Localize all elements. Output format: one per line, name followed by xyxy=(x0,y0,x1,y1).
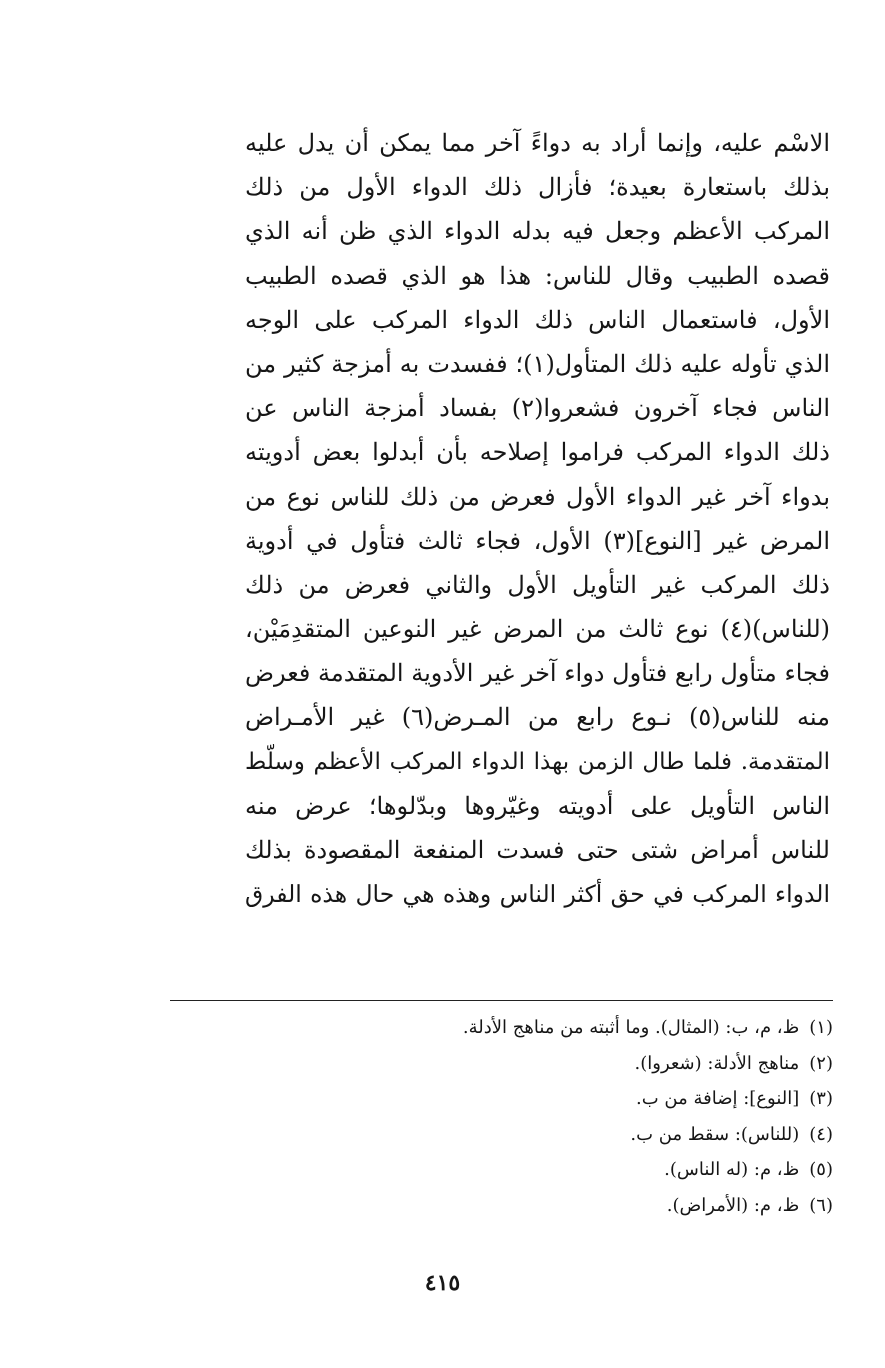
main-text xyxy=(245,121,830,916)
text-line: فجاء متأول رابع فتأول دواء آخر غير الأدوية المتقدمة فعرض xyxy=(245,659,830,688)
footnotes xyxy=(173,1010,833,1223)
footnote-number: (٥) xyxy=(809,1159,833,1180)
footnote-text: [النوع]: إضافة من ب. xyxy=(636,1088,800,1109)
footnote xyxy=(173,1188,833,1224)
footnote-number: (٢) xyxy=(809,1052,833,1074)
footnote-number: (٦) xyxy=(809,1194,833,1216)
footnote xyxy=(173,1117,833,1153)
text-line: قصده الطبيب وقال للناس: هذا هو الذي قصده الطبيب xyxy=(245,261,830,290)
text-line: الاسْم عليه، وإنما أراد به دواءً آخر مما يمكن أن يدل عليه xyxy=(245,129,830,157)
text-line: الدواء المركب في حق أكثر الناس وهذه هي حال هذه الفرق xyxy=(245,880,830,909)
text-line: الناس فجاء آخرون فشعروا(٢) بفساد أمزجة الناس عن xyxy=(245,394,830,423)
footnote xyxy=(173,1152,833,1188)
text-line: (للناس)(٤) نوع ثالث من المرض غير النوعين المتقدِمَيْن، xyxy=(245,615,830,644)
footnote-number: (٤) xyxy=(809,1123,833,1145)
footnote-number: (٣) xyxy=(809,1088,833,1109)
footnote xyxy=(173,1081,833,1117)
text-line: بذلك باستعارة بعيدة؛ فأزال ذلك الدواء الأول من ذلك xyxy=(245,173,830,202)
footnote-text: (للناس): سقط من ب. xyxy=(630,1123,800,1145)
footnote-divider xyxy=(170,1000,833,1001)
text-line: الذي تأوله عليه ذلك المتأول(١)؛ ففسدت به أمزجة كثير من xyxy=(245,349,830,378)
text-line: الأول، فاستعمال الناس ذلك الدواء المركب على الوجه xyxy=(245,305,830,334)
footnote xyxy=(173,1010,833,1046)
text-line: منه للناس(٥) نـوع رابع من المـرض(٦) غير الأمـراض xyxy=(245,703,830,732)
text-line: المتقدمة. فلما طال الزمن بهذا الدواء المركب الأعظم وسلّط xyxy=(245,748,830,775)
text-line: المرض غير [النوع](٣) الأول، فجاء ثالث فتأول في أدوية xyxy=(245,526,830,555)
footnote xyxy=(173,1046,833,1082)
text-line: المركب الأعظم وجعل فيه بدله الدواء الذي ظن أنه الذي xyxy=(245,217,830,246)
footnote-text: ظ، م: (له الناس). xyxy=(664,1159,800,1180)
text-line: بدواء آخر غير الدواء الأول فعرض من ذلك للناس نوع من xyxy=(245,482,830,511)
text-line: للناس أمراض شتى حتى فسدت المنفعة المقصودة بذلك xyxy=(245,836,830,864)
text-line: الناس التأويل على أدويته وغيّروها وبدّلوها؛ عرض منه xyxy=(245,791,830,820)
footnote-text: ظ، م: (الأمراض). xyxy=(666,1194,800,1216)
text-line: ذلك المركب غير التأويل الأول والثاني فعرض من ذلك xyxy=(245,570,830,599)
page-number: ٤١٥ xyxy=(424,1270,461,1296)
text-line: ذلك الدواء المركب فراموا إصلاحه بأن أبدلوا بعض أدويته xyxy=(245,438,830,467)
footnote-number: (١) xyxy=(809,1017,833,1038)
footnote-text: مناهج الأدلة: (شعروا). xyxy=(634,1052,800,1074)
footnote-text: ظ، م، ب: (المثال). وما أثبته من مناهج الأدلة. xyxy=(462,1017,800,1038)
